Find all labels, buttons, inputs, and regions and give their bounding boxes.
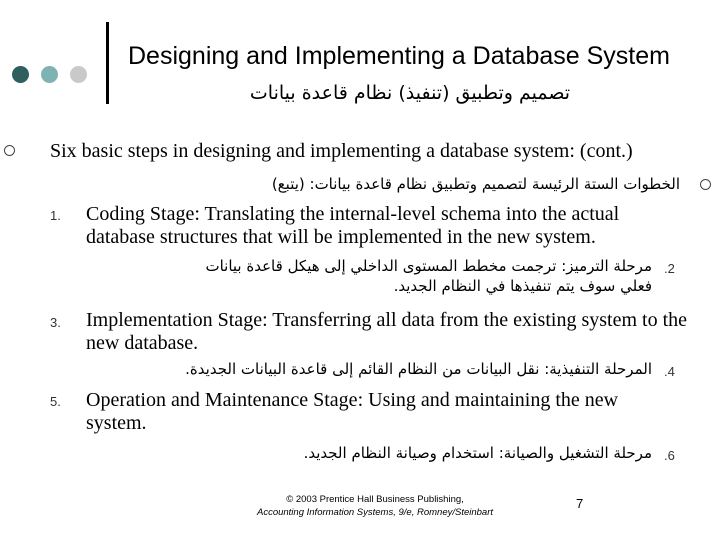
step-number: .2 xyxy=(664,261,675,276)
footer-source: Accounting Information Systems, 9/e, Romney/Steinbart xyxy=(256,507,494,518)
decor-dot-mid xyxy=(41,66,58,83)
step-text-arabic: مرحلة التشغيل والصيانة: استخدام وصيانة النظام الجديد. xyxy=(303,444,652,462)
step-number: 5. xyxy=(50,394,61,409)
title-divider xyxy=(106,22,109,104)
intro-text-arabic: الخطوات الستة الرئيسة لتصميم وتطبيق نظام قاعدة بيانات: (يتبع) xyxy=(271,175,680,193)
step-text-arabic: المرحلة التنفيذية: نقل البيانات من النظام القائم إلى قاعدة البيانات الجديدة. xyxy=(185,360,652,378)
footer-copyright: © 2003 Prentice Hall Business Publishing, xyxy=(286,494,464,505)
step-text: Operation and Maintenance Stage: Using and maintaining the new system. xyxy=(86,389,619,434)
decor-dot-dark xyxy=(12,66,29,83)
bullet-icon xyxy=(4,145,15,156)
step-text: Coding Stage: Translating the internal-level schema into the actual database structures that will be implemented in the new system. xyxy=(86,203,620,248)
step-text-arabic: مرحلة الترميز: ترجمت مخطط المستوى الداخلي إلى هيكل قاعدة بيانات فعلي سوف يتم تنفيذها في النظام الجديد. xyxy=(205,257,652,295)
page-number: 7 xyxy=(576,496,584,511)
step-number: .6 xyxy=(664,448,675,463)
step-text: Implementation Stage: Transferring all data from the existing system to the new database. xyxy=(86,309,687,354)
slide-title: Designing and Implementing a Database System xyxy=(128,42,670,70)
bullet-icon xyxy=(700,179,711,190)
slide-title-arabic: تصميم وتطبيق (تنفيذ) نظام قاعدة بيانات xyxy=(249,82,571,104)
intro-text: Six basic steps in designing and implementing a database system: (cont.) xyxy=(50,140,633,162)
step-number: 3. xyxy=(50,315,61,330)
step-number: .4 xyxy=(664,364,675,379)
footer-credit xyxy=(230,493,520,519)
step-number: 1. xyxy=(50,208,61,223)
decor-dot-light xyxy=(70,66,87,83)
